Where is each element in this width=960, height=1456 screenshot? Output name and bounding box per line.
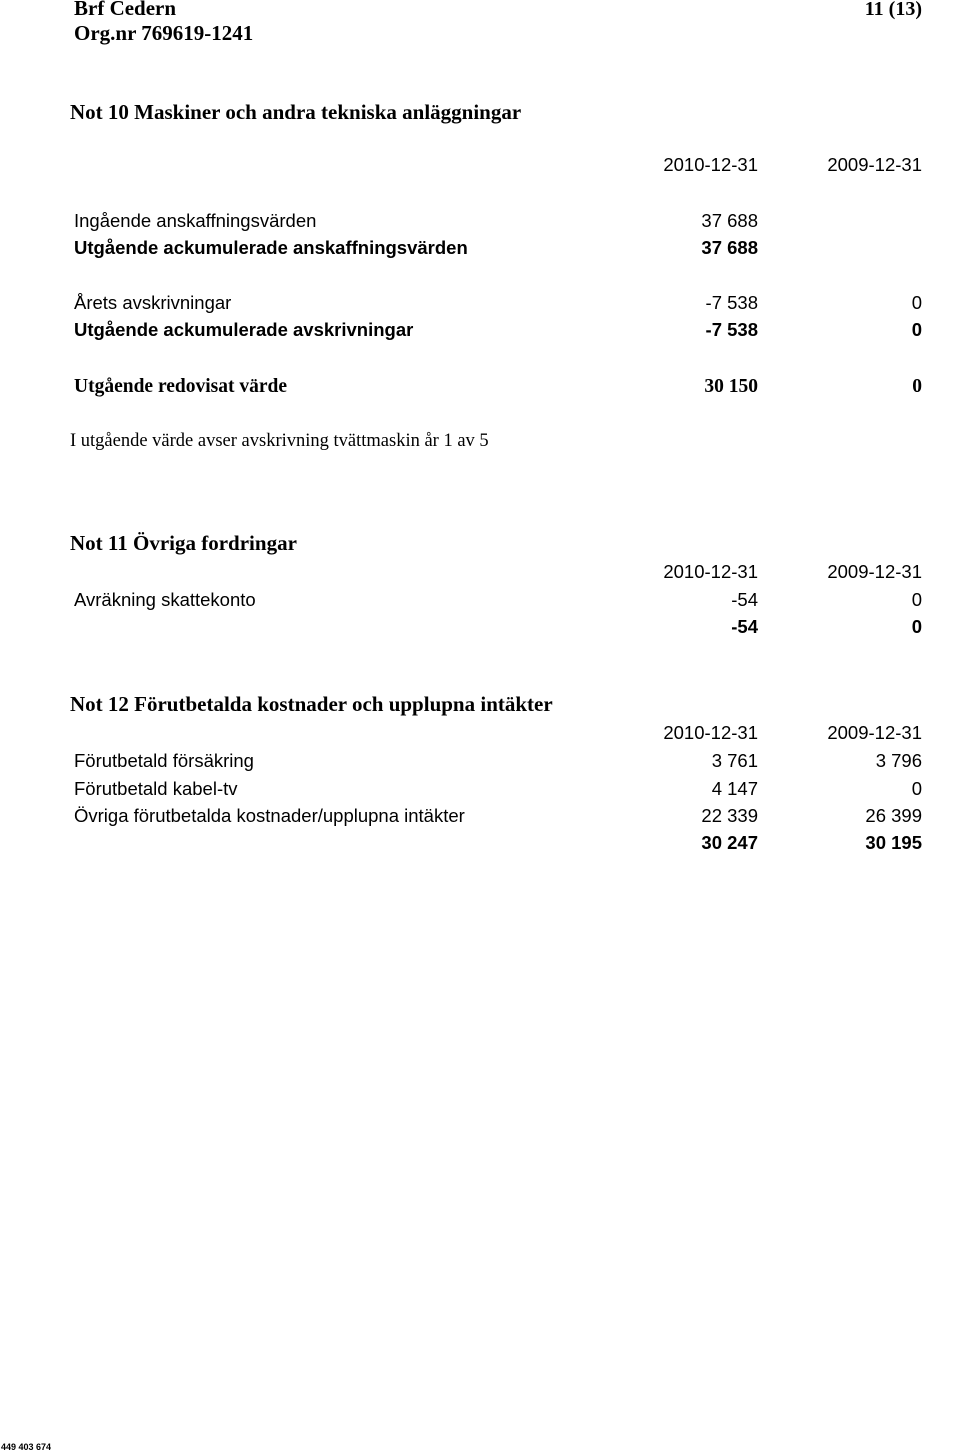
- row-value-2009: 0: [912, 376, 922, 397]
- row-value-2010: 37 688: [701, 210, 758, 231]
- note11-heading: Not 11 Övriga fordringar: [70, 531, 297, 555]
- table-row: [74, 778, 922, 804]
- total-value-2010: 30 247: [701, 832, 758, 853]
- note12-column-headers: [74, 722, 922, 748]
- row-label: Årets avskrivningar: [74, 292, 232, 313]
- note11-column-headers: [74, 561, 922, 587]
- note11-col-2009: 2009-12-31: [827, 561, 922, 582]
- note10-col-2009: 2009-12-31: [827, 154, 922, 175]
- row-label: Övriga förutbetalda kostnader/upplupna intäkter: [74, 805, 465, 826]
- row-value-2009: 26 399: [865, 805, 922, 826]
- total-row: [74, 832, 922, 858]
- total-value-2009: 0: [911, 616, 922, 637]
- row-value-2010: 3 761: [711, 750, 758, 771]
- row-label: Ingående anskaffningsvärden: [74, 210, 317, 231]
- total-value-2009: 30 195: [865, 832, 922, 853]
- page-number: 11 (13): [864, 0, 922, 20]
- row-value-2010: 30 150: [704, 376, 758, 397]
- document-title: Brf Cedern: [74, 0, 177, 20]
- row-value-2009: 0: [911, 319, 922, 340]
- note10-col-2010: 2010-12-31: [663, 154, 758, 175]
- row-value-2010: 22 339: [701, 805, 758, 826]
- row-value-2009: 0: [911, 589, 922, 610]
- total-row: [74, 616, 922, 642]
- table-row: [74, 292, 922, 318]
- table-row: [74, 750, 922, 776]
- table-row: [74, 805, 922, 831]
- table-row: [74, 376, 922, 402]
- table-row: [74, 210, 922, 236]
- row-value-2010: -54: [731, 589, 758, 610]
- note11-col-2010: 2010-12-31: [663, 561, 758, 582]
- row-label: Utgående redovisat värde: [74, 376, 288, 397]
- row-value-2010: 4 147: [711, 778, 758, 799]
- note10-heading: Not 10 Maskiner och andra tekniska anläggningar: [70, 100, 522, 124]
- row-value-2009: 0: [911, 778, 922, 799]
- table-row: [74, 589, 922, 615]
- row-value-2010: -7 538: [705, 292, 758, 313]
- table-row: [74, 319, 922, 345]
- row-label: Utgående ackumulerade avskrivningar: [74, 319, 414, 340]
- note12-col-2009: 2009-12-31: [827, 722, 922, 743]
- row-value-2009: 3 796: [875, 750, 922, 771]
- row-label: Förutbetald försäkring: [74, 750, 254, 771]
- table-row: [74, 237, 922, 263]
- row-label: Förutbetald kabel-tv: [74, 778, 238, 799]
- total-value-2010: -54: [731, 616, 758, 637]
- note10-remark: I utgående värde avser avskrivning tvättmaskin år 1 av 5: [70, 431, 489, 451]
- row-label: Utgående ackumulerade anskaffningsvärden: [74, 237, 468, 258]
- note12-col-2010: 2010-12-31: [663, 722, 758, 743]
- row-value-2010: -7 538: [705, 319, 758, 340]
- note12-heading: Not 12 Förutbetalda kostnader och upplupna intäkter: [70, 692, 553, 716]
- row-label: Avräkning skattekonto: [74, 589, 256, 610]
- row-value-2009: 0: [911, 292, 922, 313]
- org-number: Org.nr 769619-1241: [74, 21, 254, 45]
- row-value-2010: 37 688: [701, 237, 758, 258]
- note10-column-headers: [74, 154, 922, 180]
- footer-document-code: 449 403 674: [1, 1442, 52, 1452]
